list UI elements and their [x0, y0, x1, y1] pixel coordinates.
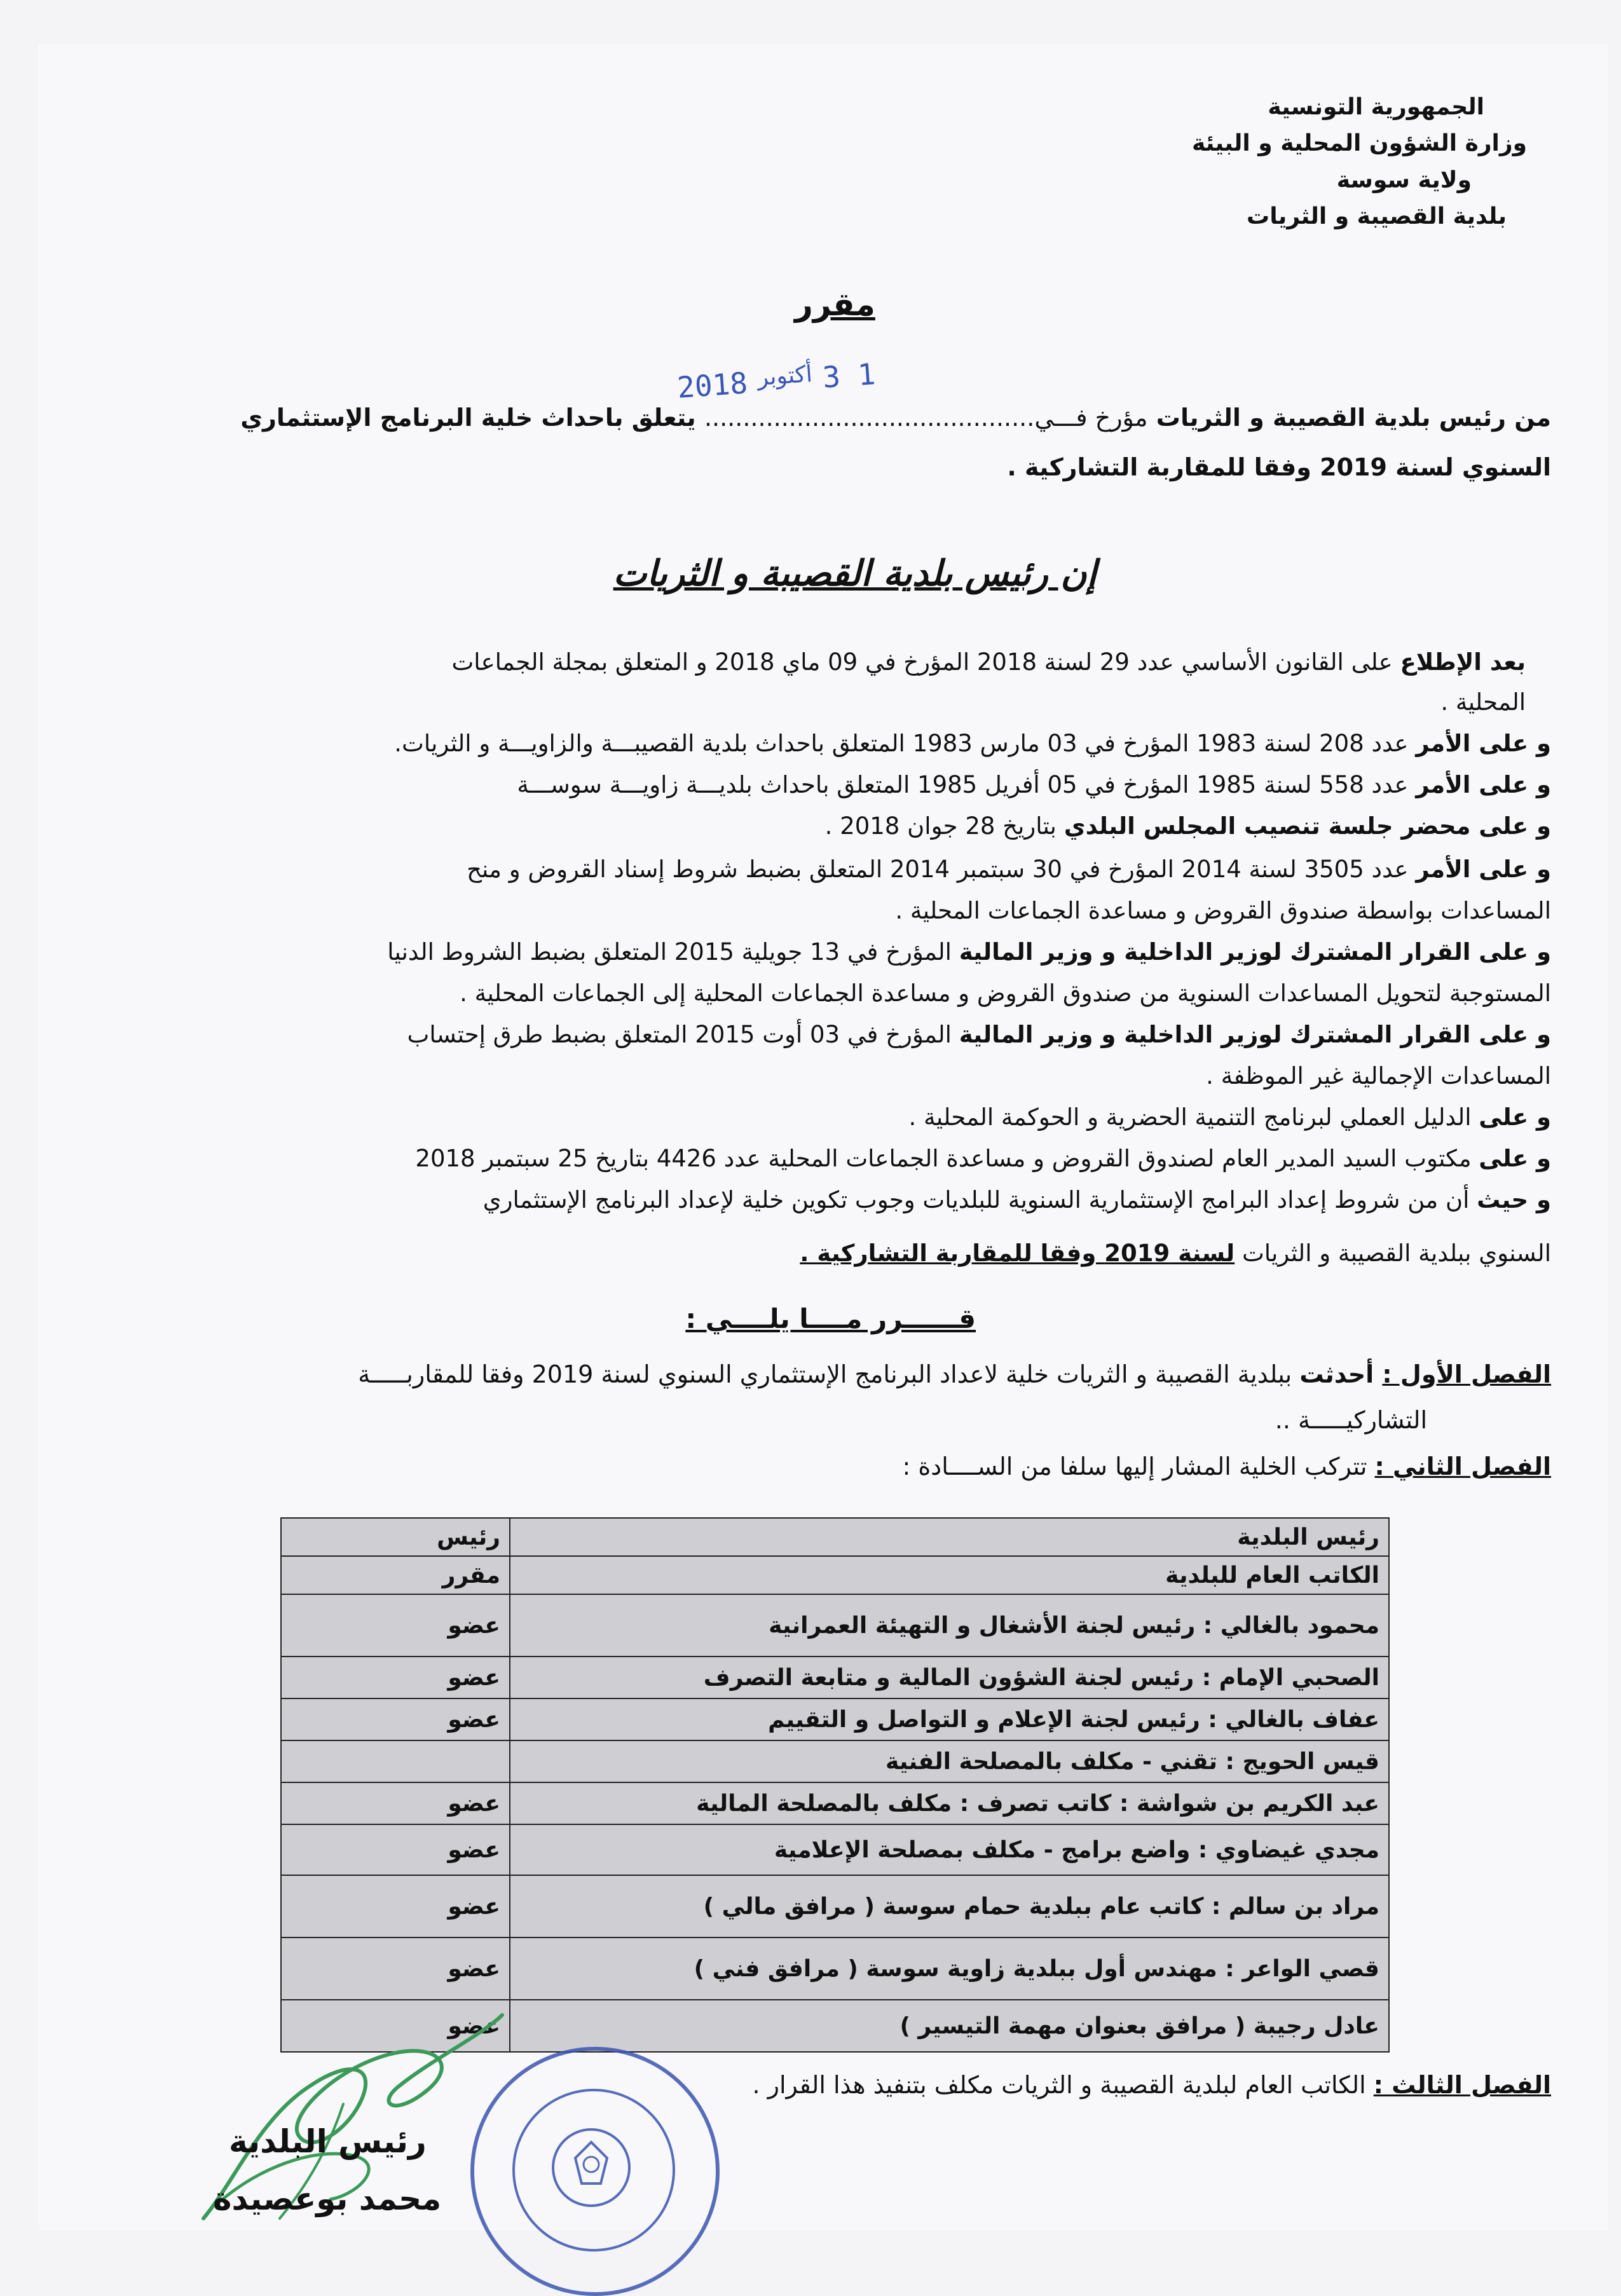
- table-row: [281, 1657, 1389, 1698]
- header-line-1: الجمهورية التونسية: [1268, 94, 1484, 120]
- body-text-5: بتاريخ 28 جوان 2018 .: [824, 812, 1064, 840]
- member-role: عضو: [281, 1698, 510, 1740]
- body-bold-4: و على الأمر: [1416, 771, 1551, 798]
- member-name: عادل رجيبة ( مرافق بعنوان مهمة التيسير ): [510, 2000, 1389, 2052]
- decision-heading: قــــــرر مــــا يلــــي :: [685, 1303, 976, 1334]
- body-text-4: عدد 558 لسنة 1985 المؤرخ في 05 أفريل 1985 المتعلق باحداث بلديـــة زاويـــة سوســـة: [517, 771, 1416, 798]
- table-row: [281, 1556, 1389, 1594]
- body-line-7: المساعدات بواسطة صندوق القروض و مساعدة الجماعات المحلية .: [895, 897, 1551, 924]
- member-name: قيس الحويج : تقني - مكلف بالمصلحة الفنية: [510, 1740, 1389, 1782]
- table-row: [281, 1594, 1389, 1657]
- body-line-5: [825, 812, 1551, 840]
- body-text-14: أن من شروط إعداد البرامج الإستثمارية السنوية للبلديات وجوب تكوين خلية لإعداد البرنامج الإستثماري: [482, 1186, 1477, 1213]
- body-line-13: [415, 1145, 1551, 1172]
- chapter-3-label: الفصل الثالث :: [1373, 2071, 1551, 2099]
- member-role: عضو: [281, 1657, 510, 1698]
- chapter-2-text: تتركب الخلية المشار إليها سلفا من الســــادة :: [902, 1452, 1375, 1480]
- document-title: مقرر: [795, 286, 875, 323]
- body-text-10: المؤرخ في 03 أوت 2015 المتعلق بضبط طرق إحتساب: [407, 1021, 959, 1048]
- body-text-15: السنوي ببلدية القصيبة و الثريات: [1235, 1240, 1551, 1267]
- table-row: [281, 1698, 1389, 1740]
- chapter-2-label: الفصل الثاني :: [1374, 1452, 1551, 1480]
- body-bold-14: و حيث: [1477, 1186, 1551, 1213]
- member-name: مراد بن سالم : كاتب عام ببلدية حمام سوسة ( مرافق مالي ): [510, 1875, 1389, 1937]
- subject-from: من رئيس بلدية القصيبة و الثريات: [1156, 404, 1551, 432]
- date-stamp-day: 3 1: [821, 357, 877, 395]
- member-role: عضو: [281, 1937, 510, 2000]
- body-bold-10: و على القرار المشترك لوزير الداخلية و وزير المالية: [959, 1021, 1551, 1048]
- subject-line-1: [240, 404, 1551, 432]
- member-name: عفاف بالغالي : رئيس لجنة الإعلام و التواصل و التقييم: [510, 1698, 1389, 1740]
- subject-concerning: يتعلق باحداث خلية البرنامج الإستثماري: [240, 404, 696, 432]
- chapter-2: [903, 1452, 1552, 1480]
- body-underlined-15: لسنة 2019 وفقا للمقاربة التشاركية .: [800, 1240, 1235, 1267]
- body-line-10: [407, 1021, 1551, 1048]
- subject-dots: ...........................................: [704, 404, 1035, 432]
- body-line-11: المساعدات الإجمالية غير الموظفة .: [1206, 1062, 1551, 1090]
- member-role: مقرر: [281, 1556, 510, 1594]
- body-text-3: عدد 208 لسنة 1983 المؤرخ في 03 مارس 1983 المتعلق باحداث بلدية القصيبـــة والزاويـــة و الثريات.: [394, 730, 1416, 757]
- signature-name: محمد بوعصيدة: [213, 2180, 442, 2217]
- chapter-3: [752, 2071, 1551, 2099]
- members-table: [280, 1517, 1390, 2053]
- header-line-3: ولاية سوسة: [1336, 167, 1472, 193]
- body-bold-13: و على: [1479, 1145, 1551, 1172]
- table-row: [281, 1875, 1389, 1937]
- member-name: عبد الكريم بن شواشة : كاتب تصرف : مكلف بالمصلحة المالية: [510, 1782, 1389, 1824]
- member-name: مجدي غيضاوي : واضع برامج - مكلف بمصلحة الإعلامية: [510, 1824, 1389, 1875]
- member-name: الصحبي الإمام : رئيس لجنة الشؤون المالية و متابعة التصرف: [510, 1657, 1389, 1698]
- date-stamp-month: أكتوبر: [756, 361, 814, 392]
- body-line-1: [451, 648, 1526, 676]
- member-name: رئيس البلدية: [510, 1518, 1389, 1556]
- table-row: [281, 1824, 1389, 1875]
- body-bold-8: و على القرار المشترك لوزير الداخلية و وزير المالية: [959, 938, 1551, 966]
- member-role: عضو: [281, 1782, 510, 1824]
- member-name: قصي الواعر : مهندس أول ببلدية زاوية سوسة ( مرافق فني ): [510, 1937, 1389, 2000]
- subject-line-2: السنوي لسنة 2019 وفقا للمقاربة التشاركية .: [1007, 453, 1551, 481]
- table-row: [281, 1740, 1389, 1782]
- chapter-1-bold: أحدثت: [1299, 1360, 1383, 1388]
- subject-dated: مؤرخ فـــي: [1034, 404, 1148, 432]
- chapter-1-cont: التشاركيـــــة ..: [1275, 1406, 1427, 1434]
- body-text-6: عدد 3505 لسنة 2014 المؤرخ في 30 سبتمبر 2014 المتعلق بضبط شروط إسناد القروض و منح: [467, 856, 1416, 883]
- body-line-2: المحلية .: [1440, 688, 1526, 716]
- body-text-8: المؤرخ في 13 جويلية 2015 المتعلق بضبط الشروط الدنيا: [387, 938, 959, 966]
- body-line-12: [909, 1104, 1551, 1131]
- chapter-1: [358, 1360, 1551, 1388]
- member-role: عضو: [281, 2000, 510, 2052]
- member-role: عضو: [281, 1875, 510, 1937]
- table-row: [281, 1518, 1389, 1556]
- table-row: [281, 1782, 1389, 1824]
- member-name: محمود بالغالي : رئيس لجنة الأشغال و التهيئة العمرانية: [510, 1594, 1389, 1657]
- member-role: رئيس: [281, 1518, 510, 1556]
- body-text-1: على القانون الأساسي عدد 29 لسنة 2018 المؤرخ في 09 ماي 2018 و المتعلق بمجلة الجماعات: [451, 648, 1400, 676]
- header-line-4: بلدية القصيبة و الثريات: [1247, 203, 1507, 229]
- member-role: عضو: [281, 1824, 510, 1875]
- date-stamp-year: 2018: [676, 366, 749, 405]
- body-bold-3: و على الأمر: [1416, 730, 1551, 757]
- body-bold-5: و على محضر جلسة تنصيب المجلس البلدي: [1064, 812, 1551, 840]
- body-line-4: [517, 771, 1551, 798]
- body-line-3: [394, 730, 1551, 757]
- member-role: [281, 1740, 510, 1782]
- chapter-3-text: الكاتب العام لبلدية القصيبة و الثريات مكلف بتنفيذ هذا القرار .: [752, 2071, 1374, 2099]
- body-bold-1: بعد الإطلاع: [1400, 648, 1526, 676]
- member-name: الكاتب العام للبلدية: [510, 1556, 1389, 1594]
- chapter-1-text: ببلدية القصيبة و الثريات خلية لاعداد البرنامج الإستثماري السنوي لسنة 2019 وفقا للمقاربـــــة: [358, 1360, 1300, 1388]
- body-text-13: مكتوب السيد المدير العام لصندوق القروض و مساعدة الجماعات المحلية عدد 4426 بتاريخ 25 سبتمبر 2018: [415, 1145, 1479, 1172]
- header-line-2: وزارة الشؤون المحلية و البيئة: [1191, 130, 1527, 156]
- body-line-15: [800, 1240, 1551, 1267]
- signature-title: رئيس البلدية: [229, 2123, 427, 2160]
- body-line-9: المستوجبة لتحويل المساعدات السنوية من صندوق القروض و مساعدة الجماعات المحلية إلى الجماعات المحلية .: [460, 980, 1551, 1007]
- preamble-heading: إن رئيس بلدية القصيبة و الثريات: [613, 553, 1097, 594]
- body-line-8: [387, 938, 1551, 966]
- body-text-12: الدليل العملي لبرنامج التنمية الحضرية و الحوكمة المحلية .: [908, 1104, 1479, 1131]
- body-bold-12: و على: [1479, 1104, 1551, 1131]
- body-bold-6: و على الأمر: [1416, 856, 1551, 883]
- member-role: عضو: [281, 1594, 510, 1657]
- chapter-1-label: الفصل الأول :: [1382, 1360, 1551, 1388]
- body-line-6: [467, 856, 1551, 883]
- body-line-14: [483, 1186, 1551, 1213]
